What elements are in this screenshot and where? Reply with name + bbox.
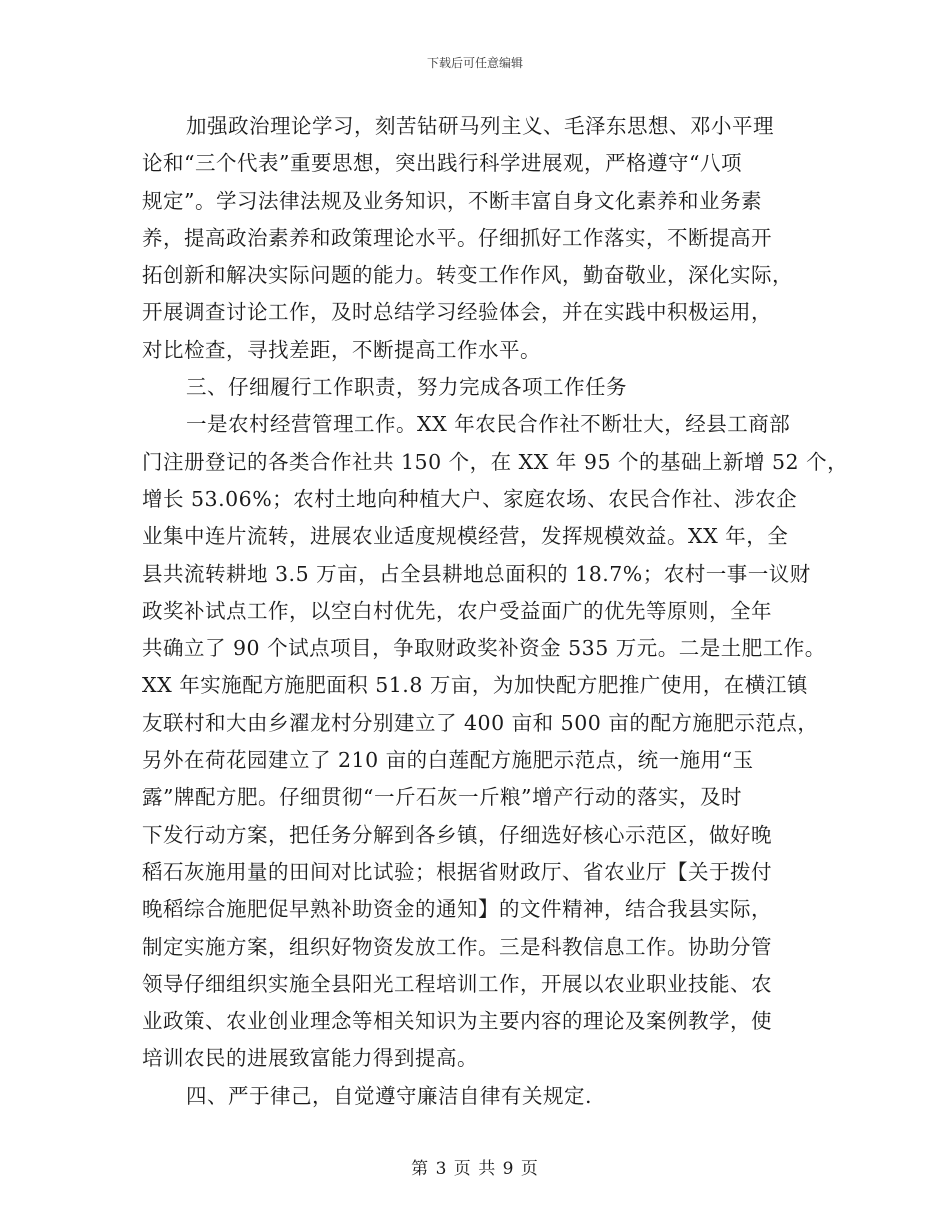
paragraph-line: 领导仔细组织实施全县阳光工程培训工作，开展以农业职业技能、农 bbox=[142, 971, 772, 996]
paragraph-line: 加强政治理论学习，刻苦钻研马列主义、毛泽东思想、邓小平理 bbox=[186, 114, 774, 138]
paragraph-line: 业政策、农业创业理念等相关知识为主要内容的理论及案例教学，使 bbox=[142, 1009, 772, 1034]
section-heading: 四、严于律己，自觉遵守廉洁自律有关规定. bbox=[186, 1083, 593, 1108]
paragraph-line: 业集中连片流转，进展农业适度规模经营，发挥规模效益。XX 年，全 bbox=[142, 524, 789, 549]
paragraph-line: XX 年实施配方施肥面积 51.8 万亩，为加快配方肥推广使用，在横江镇 bbox=[142, 673, 808, 698]
paragraph-line: 下发行动方案，把任务分解到各乡镇，仔细选好核心示范区，做好晚 bbox=[142, 822, 772, 847]
paragraph-line: 制定实施方案，组织好物资发放工作。三是科教信息工作。协助分管 bbox=[142, 934, 772, 959]
paragraph-line: 论和“三个代表”重要思想，突出践行科学进展观，严格遵守“八项 bbox=[142, 151, 742, 176]
paragraph-line: 县共流转耕地 3.5 万亩，占全县耕地总面积的 18.7%；农村一事一议财 bbox=[142, 561, 811, 586]
paragraph-line: 增长 53.06%；农村土地向种植大户、家庭农场、农民合作社、涉农企 bbox=[142, 486, 798, 511]
paragraph-line: 开展调查讨论工作，及时总结学习经验体会，并在实践中积极运用， bbox=[142, 300, 772, 325]
paragraph-line: 稻石灰施用量的田间对比试验；根据省财政厅、省农业厅【关于拨付 bbox=[142, 859, 772, 884]
paragraph-line: 共确立了 90 个试点项目，争取财政奖补资金 535 万元。二是土肥工作。 bbox=[142, 636, 826, 661]
paragraph-line: 一是农村经营管理工作。XX 年农民合作社不断壮大，经县工商部 bbox=[186, 412, 791, 437]
paragraph-line: 另外在荷花园建立了 210 亩的白莲配方施肥示范点，统一施用“玉 bbox=[142, 748, 754, 773]
paragraph-line: 政奖补试点工作，以空白村优先，农户受益面广的优先等原则，全年 bbox=[142, 598, 772, 623]
page-header-note: 下载后可任意编辑 bbox=[426, 56, 523, 70]
paragraph-line: 友联村和大由乡濯龙村分别建立了 400 亩和 500 亩的配方施肥示范点， bbox=[142, 710, 819, 735]
page-number: 第 3 页 共 9 页 bbox=[411, 1159, 539, 1179]
section-heading: 三、仔细履行工作职责，努力完成各项工作任务 bbox=[186, 375, 627, 400]
paragraph-line: 露”牌配方肥。仔细贯彻“一斤石灰一斤粮”增产行动的落实，及时 bbox=[142, 785, 742, 810]
paragraph-line: 门注册登记的各类合作社共 150 个，在 XX 年 95 个的基础上新增 52 个， bbox=[142, 449, 849, 474]
paragraph-line: 对比检查，寻找差距，不断提高工作水平。 bbox=[142, 337, 541, 362]
paragraph-line: 培训农民的进展致富能力得到提高。 bbox=[142, 1046, 478, 1071]
paragraph-line: 养，提高政治素养和政策理论水平。仔细抓好工作落实，不断提高开 bbox=[142, 225, 772, 250]
paragraph-line: 规定”。学习法律法规及业务知识，不断丰富自身文化素养和业务素 bbox=[142, 188, 762, 213]
paragraph-line: 拓创新和解决实际问题的能力。转变工作作风，勤奋敬业，深化实际， bbox=[142, 263, 793, 288]
document-body bbox=[142, 108, 849, 1115]
paragraph-line: 晚稻综合施肥促早熟补助资金的通知】的文件精神，结合我县实际， bbox=[142, 897, 772, 922]
